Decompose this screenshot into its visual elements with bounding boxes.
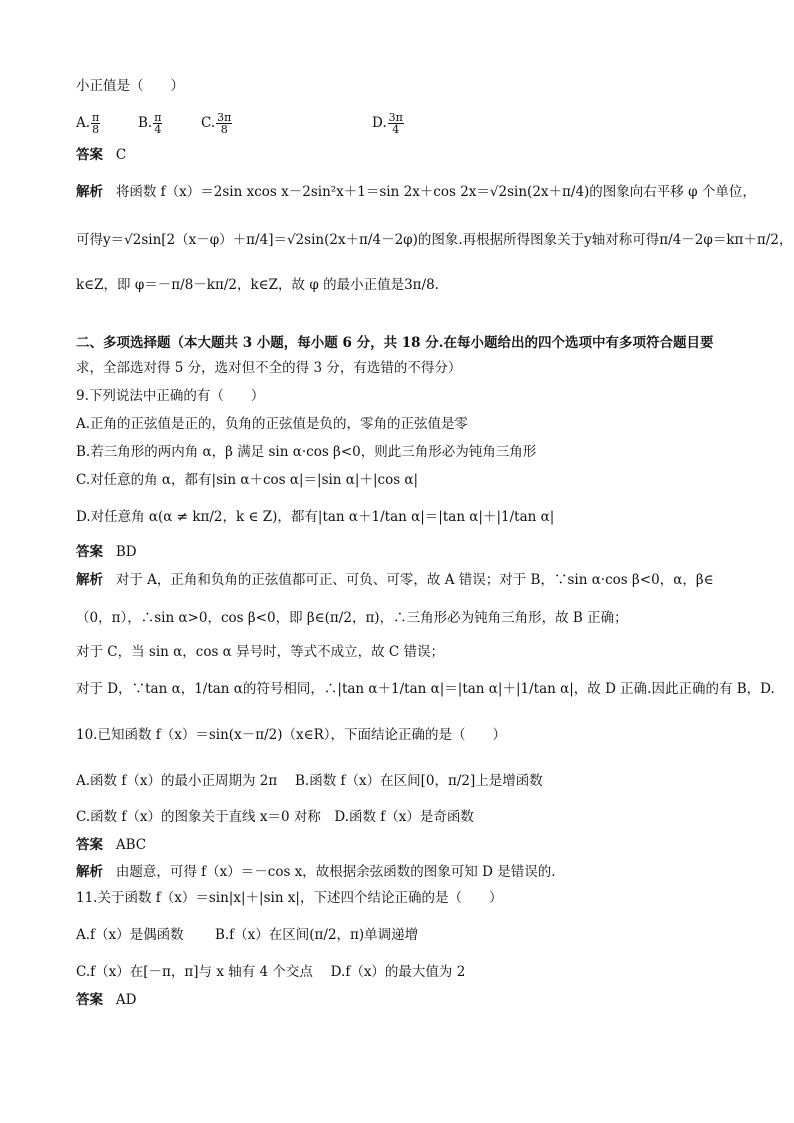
q9-option-c: C.对任意的角 α，都有|sin α＋cos α|＝|sin α|＋|cos α| [76,472,419,488]
q10-answer: 答案 ABC [76,837,147,853]
q11-options-cd: C.f（x）在[－π，π]与 x 轴有 4 个交点 D.f（x）的最大值为 2 [76,964,466,980]
q10-options-cd: C.函数 f（x）的图象关于直线 x＝0 对称 D.函数 f（x）是奇函数 [76,809,474,825]
section-2-heading: 二、多项选择题（本大题共 3 小题，每小题 6 分，共 18 分.在每小题给出的四个选项中有多项符合题目要 [76,335,714,351]
q8-analysis-2: 可得y＝√2sin[2（x－φ）＋π/4]＝√2sin(2x＋π/4－2φ)的图象.再根据所得图象关于y轴对称可得π/4－2φ＝kπ＋π/2， [76,232,793,248]
q9-option-b: B.若三角形的两内角 α，β 满足 sin α·cos β<0，则此三角形必为钝角三角形 [76,444,537,460]
q10-analysis: 解析 由题意，可得 f（x）＝－cos x，故根据余弦函数的图象可知 D 是错误的. [76,864,556,880]
q9-analysis-2: （0，π），∴sin α>0，cos β<0，即 β∈(π/2，π)，∴三角形必为钝角三角形，故 B 正确； [76,610,628,626]
q8-answer: 答案 C [76,147,127,163]
section-2-instructions: 求，全部选对得 5 分，选对但不全的得 3 分，有选错的不得分） [76,360,462,376]
q10-stem: 10.已知函数 f（x）＝sin(x－π/2)（x∈R），下面结论正确的是（ ） [76,727,506,743]
q8-options [76,106,734,140]
q8-option-c: C. $\frac{3\pi}{8}$ [201,111,232,136]
q9-analysis-1: 解析 对于 A，正角和负角的正弦值都可正、可负、可零，故 A 错误；对于 B，∵sin α·cos β<0，α，β∈ [76,572,714,588]
q11-stem: 11.关于函数 f（x）＝sin|x|＋|sin x|，下述四个结论正确的是（ ） [76,890,503,906]
q8-option-b: B. $\frac{\pi}{4}$ [138,111,162,136]
q8-option-a: A. $\frac{\pi}{8}$ [76,111,100,136]
q9-analysis-3: 对于 C，当 sin α，cos α 异号时，等式不成立，故 C 错误； [76,644,444,660]
q8-stem-tail: 小正值是（ ） [76,78,184,94]
q9-answer: 答案 BD [76,544,137,560]
q8-option-d: D. $\frac{3\pi}{4}$ [372,111,403,136]
q9-option-d: D.对任意角 α(α ≠ kπ/2，k ∈ Z)，都有|tan α＋1/tan α|＝|tan α|＋|1/tan α| [76,509,555,525]
q9-stem: 9.下列说法中正确的有（ ） [76,388,265,404]
q10-options-ab: A.函数 f（x）的最小正周期为 2π B.函数 f（x）在区间[0，π/2]上是增函数 [76,773,543,789]
q9-option-a: A.正角的正弦值是正的，负角的正弦值是负的，零角的正弦值是零 [76,416,469,432]
q11-answer: 答案 AD [76,992,137,1008]
q8-analysis-1: 解析 将函数 f（x）＝2sin xcos x－2sin²x＋1＝sin 2x＋cos 2x＝√2sin(2x＋π/4)的图象向右平移 φ 个单位， [76,184,756,200]
q9-analysis-4: 对于 D，∵tan α，1/tan α的符号相同，∴|tan α＋1/tan α|＝|tan α|＋|1/tan α|，故 D 正确.因此正确的有 B，D. [76,681,775,697]
q11-options-ab: A.f（x）是偶函数 B.f（x）在区间(π/2，π)单调递增 [76,927,419,943]
q8-analysis-3: k∈Z，即 φ＝－π/8－kπ/2，k∈Z，故 φ 的最小正值是3π/8. [76,277,439,293]
